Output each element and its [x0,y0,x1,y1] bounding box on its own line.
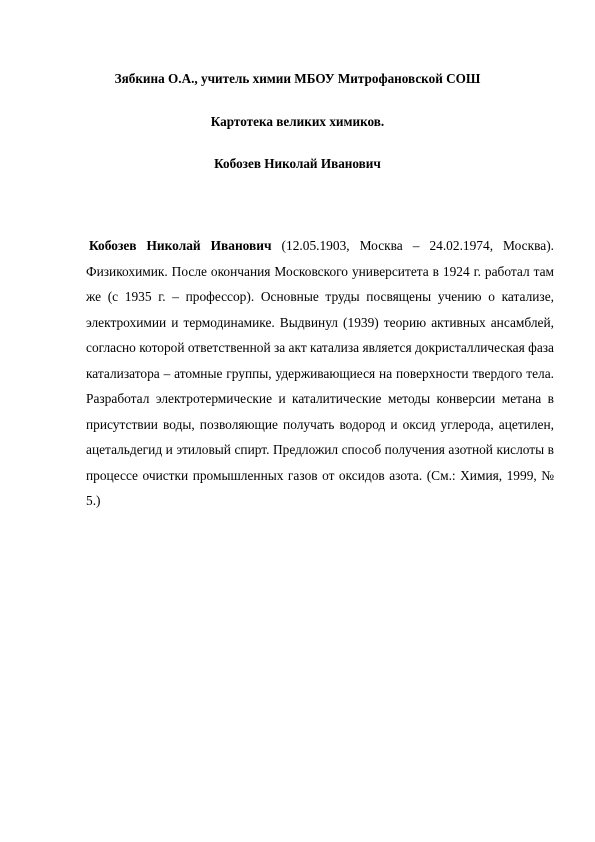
biography-paragraph [86,233,554,514]
series-title: Картотека великих химиков. [210,114,385,129]
paragraph-lead-name: Кобозев Николай Иванович [89,238,272,253]
paragraph-text: (12.05.1903, Москва – 24.02.1974, Москва). Физикохимик. После окончания Московского университета в 1924 г. работал там же (с 1935 г. – профессор). Основные труды посвящены учению о катализе, электрохимии и термодинамике. Выдвинул (1939) теорию активных ансамблей, согласно которой ответственной за акт катализа является докристаллическая фаза катализатора – атомные группы, удерживающиеся на поверхности твердого тела. Разработал электротермические и каталитические методы конверсии метана в присутствии воды, позволяющие получать водород и оксид углерода, ацетилен, ацетальдегид и этиловый спирт. Предложил способ получения азотной кислоты в процессе очистки промышленных газов от оксидов азота. (См.: Химия, 1999, № 5.) [86,238,554,508]
author-line: Зябкина О.А., учитель химии МБОУ Митрофановской СОШ [114,71,481,86]
person-name-heading: Кобозев Николай Иванович [214,156,381,171]
